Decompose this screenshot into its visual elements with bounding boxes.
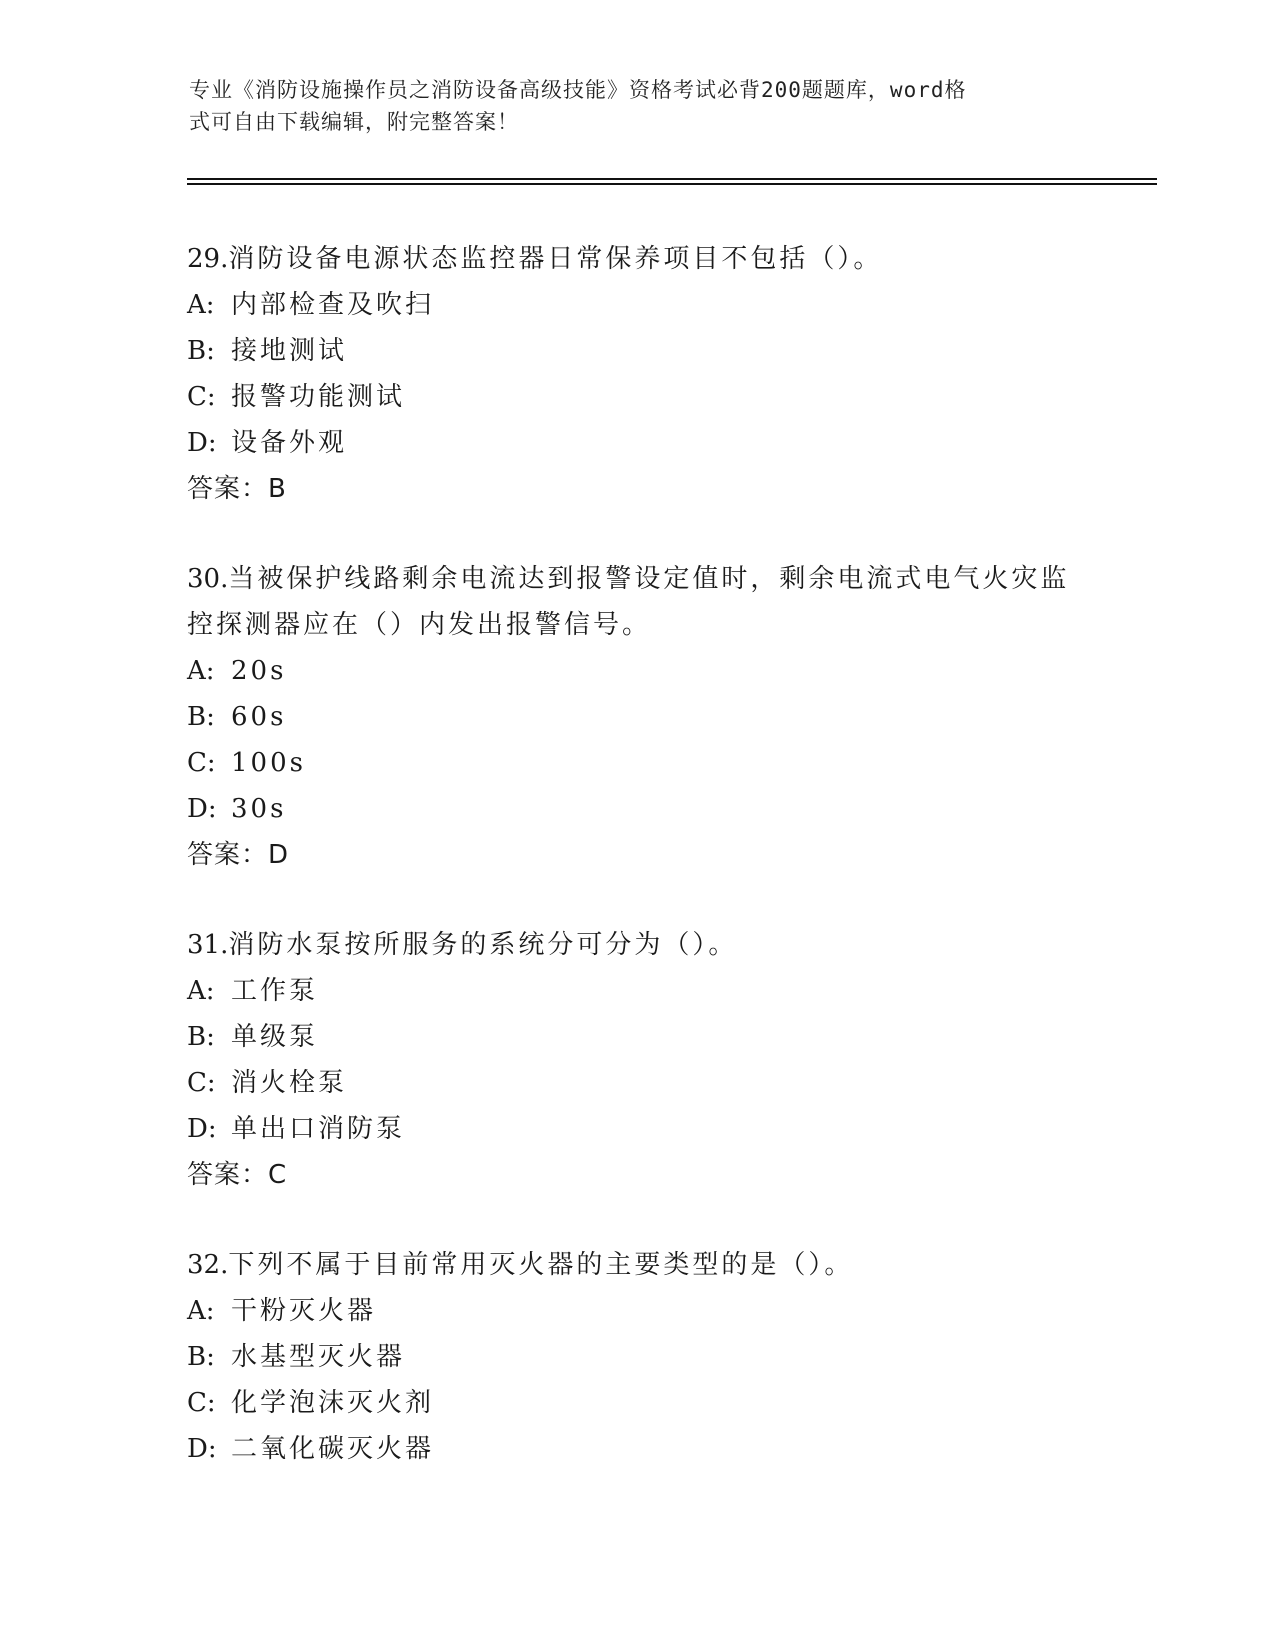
option-c <box>187 740 1087 786</box>
answer-text: 答案：C <box>187 1160 288 1190</box>
option-letter: C: <box>187 1388 216 1418</box>
option-text: 干粉灭火器 <box>231 1296 377 1326</box>
answer-text: 答案：D <box>187 840 290 870</box>
header-divider-bottom <box>187 183 1157 185</box>
option-a <box>187 282 1087 328</box>
option-b <box>187 1014 1087 1060</box>
question-stem: 消防水泵按所服务的系统分可分为（）。 <box>228 930 738 960</box>
option-letter: C: <box>187 382 216 412</box>
question-number: 29. <box>187 244 229 274</box>
option-letter: D: <box>187 1434 217 1464</box>
option-text: 报警功能测试 <box>231 382 406 412</box>
option-letter: C: <box>187 748 216 778</box>
question-stem: 消防设备电源状态监控器日常保养项目不包括（）。 <box>228 244 883 274</box>
option-text: 100s <box>231 748 306 778</box>
option-text: 二氧化碳灭火器 <box>231 1434 435 1464</box>
option-letter: C: <box>187 1068 216 1098</box>
header-divider-top <box>187 178 1157 180</box>
option-text: 20s <box>231 656 287 686</box>
option-d <box>187 1426 1087 1472</box>
question-list <box>187 236 1087 1516</box>
option-letter: D: <box>187 1114 217 1144</box>
option-letter: B: <box>187 702 215 732</box>
question-text <box>187 1242 1087 1288</box>
option-text: 工作泵 <box>231 976 319 1006</box>
option-a <box>187 648 1087 694</box>
option-text: 水基型灭火器 <box>231 1342 406 1372</box>
option-b <box>187 328 1087 374</box>
option-text: 内部检查及吹扫 <box>231 290 435 320</box>
question-text <box>187 922 1087 968</box>
option-letter: A: <box>187 1296 215 1326</box>
question-stem: 当被保护线路剩余电流达到报警设定值时，剩余电流式电气火灾监控探测器应在（）内发出报警信号。 <box>187 564 1070 640</box>
option-a <box>187 1288 1087 1334</box>
option-c <box>187 1380 1087 1426</box>
option-letter: B: <box>187 1022 215 1052</box>
question-text <box>187 556 1087 648</box>
option-letter: B: <box>187 1342 215 1372</box>
option-letter: D: <box>187 428 217 458</box>
option-text: 消火栓泵 <box>231 1068 348 1098</box>
option-letter: A: <box>187 976 215 1006</box>
option-b <box>187 694 1087 740</box>
question-number: 30. <box>187 564 229 594</box>
option-letter: A: <box>187 290 215 320</box>
header-line-1: 专业《消防设施操作员之消防设备高级技能》资格考试必背200题题库，word格 <box>189 78 967 102</box>
option-text: 单出口消防泵 <box>231 1114 406 1144</box>
question-29 <box>187 236 1087 512</box>
header-line-2: 式可自由下载编辑，附完整答案！ <box>189 110 519 134</box>
answer-text: 答案：B <box>187 474 287 504</box>
option-text: 设备外观 <box>231 428 348 458</box>
question-number: 31. <box>187 930 229 960</box>
question-30 <box>187 556 1087 878</box>
option-text: 30s <box>231 794 287 824</box>
option-b <box>187 1334 1087 1380</box>
question-number: 32. <box>187 1250 229 1280</box>
option-a <box>187 968 1087 1014</box>
option-text: 化学泡沫灭火剂 <box>231 1388 435 1418</box>
question-text <box>187 236 1087 282</box>
option-letter: A: <box>187 656 215 686</box>
option-letter: B: <box>187 336 215 366</box>
option-c <box>187 1060 1087 1106</box>
option-d <box>187 420 1087 466</box>
option-d <box>187 1106 1087 1152</box>
question-31 <box>187 922 1087 1198</box>
option-text: 60s <box>231 702 287 732</box>
option-d <box>187 786 1087 832</box>
question-32 <box>187 1242 1087 1472</box>
question-stem: 下列不属于目前常用灭火器的主要类型的是（）。 <box>228 1250 854 1280</box>
option-text: 单级泵 <box>231 1022 319 1052</box>
document-header <box>189 74 1069 138</box>
option-letter: D: <box>187 794 217 824</box>
option-c <box>187 374 1087 420</box>
option-text: 接地测试 <box>231 336 348 366</box>
